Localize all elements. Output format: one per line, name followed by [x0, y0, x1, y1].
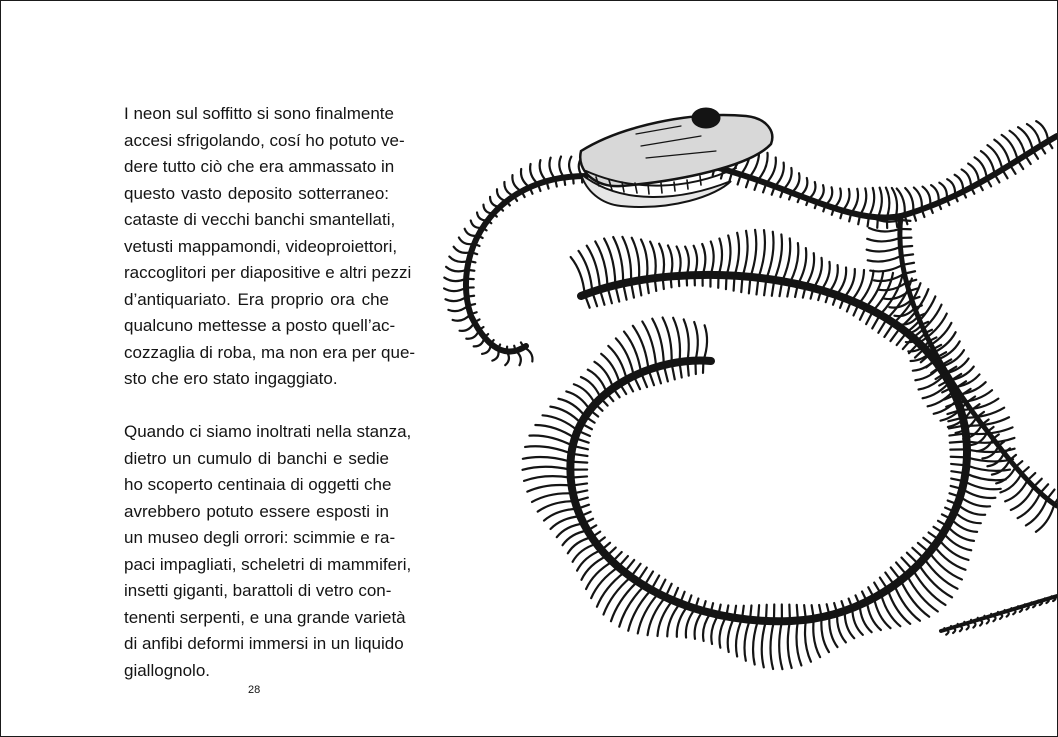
rib-line [514, 346, 515, 351]
rib-line [695, 611, 703, 639]
rib-line [892, 188, 897, 217]
rib-line [525, 446, 571, 453]
rib-line [868, 216, 869, 226]
rib-line [734, 276, 735, 291]
rib-line [868, 256, 902, 262]
text-line: accesi sfrigolando, cosí ho potuto ve- [124, 130, 405, 150]
rib-line [1005, 480, 1027, 501]
paragraph-1 [124, 101, 416, 393]
text-line: di anfibi deformi immersi in un liquido [124, 634, 404, 653]
rib-line [564, 178, 565, 185]
text-line: sto che ero stato ingaggiato. [124, 369, 338, 388]
rib-line [633, 326, 649, 370]
paragraph-2 [124, 419, 412, 684]
rib-line [1002, 135, 1018, 160]
rib-line [446, 267, 467, 272]
rib-line [679, 276, 680, 286]
rib-line [1018, 127, 1033, 150]
rib-line [744, 620, 750, 661]
rib-line [987, 145, 1002, 170]
rib-line [789, 605, 790, 621]
rib-line [449, 257, 468, 262]
rib-line [905, 188, 913, 212]
rib-line [727, 235, 731, 275]
rib-line [782, 238, 790, 281]
rib-line [792, 173, 800, 192]
skull [580, 108, 772, 207]
rib-line [618, 556, 628, 567]
rib-line [719, 616, 726, 647]
rib-line [555, 179, 557, 186]
text-line: d’antiquariato. Era proprio ora che [124, 289, 389, 309]
rib-line [1034, 479, 1042, 487]
rib-line [642, 321, 656, 367]
rib-line [444, 278, 466, 282]
rib-line [685, 247, 689, 276]
rib-line [702, 244, 705, 275]
rib-line [573, 177, 574, 184]
rib-line [650, 242, 656, 279]
rib-line [571, 462, 588, 463]
rib-line [540, 160, 547, 181]
rib-line [521, 169, 530, 187]
rib-line [574, 384, 595, 404]
rib-line [543, 415, 578, 430]
rib-line [550, 516, 580, 529]
rib-line [459, 237, 474, 244]
rib-line [919, 564, 952, 597]
rib-line [735, 233, 740, 276]
rib-line [779, 621, 782, 669]
rib-line [631, 564, 641, 577]
rib-line [558, 399, 585, 417]
rib-line [975, 157, 987, 179]
rib-line [557, 523, 584, 537]
illustration-body [444, 108, 1057, 669]
rib-line [544, 509, 577, 521]
rib-line [821, 617, 829, 652]
rib-line [719, 238, 722, 275]
rib-line [1047, 490, 1054, 499]
rib-line [914, 188, 922, 210]
text-line: cataste di vecchi banchi smantellati, [124, 210, 396, 229]
rib-line [741, 276, 742, 292]
rib-line [587, 246, 600, 290]
rib-line [998, 612, 999, 614]
rib-line [684, 319, 689, 361]
rib-line [694, 322, 698, 361]
rib-line [884, 323, 893, 337]
rib-line [652, 319, 664, 365]
text-line: avrebbero potuto essere esposti in [124, 501, 389, 521]
rib-line [638, 568, 647, 582]
rib-line [549, 158, 555, 179]
rib-line [783, 168, 791, 190]
rib-line [860, 188, 866, 215]
rib-line [1000, 474, 1021, 493]
rib-line [753, 620, 758, 664]
rib-line [644, 571, 653, 585]
rib-line [527, 485, 571, 492]
rib-line [762, 621, 766, 667]
rib-line [851, 189, 858, 213]
rib-line [659, 244, 664, 278]
rib-line [579, 251, 593, 292]
rib-line [869, 188, 874, 217]
rib-line [1027, 473, 1035, 480]
rib-line [568, 537, 592, 553]
rib-line [951, 626, 952, 628]
text-line: insetti giganti, barattoli di vetro con- [124, 581, 392, 600]
rib-line [981, 151, 995, 174]
rib-line [869, 228, 900, 231]
rib-line [1036, 504, 1054, 532]
rib-line [964, 622, 965, 624]
rib-line [1040, 484, 1048, 493]
rib-line [524, 476, 571, 481]
rib-line [595, 241, 607, 287]
text-line: qualcuno mettesse a posto quell’ac- [124, 316, 396, 335]
rib-line [726, 275, 727, 289]
rib-line [1026, 499, 1047, 526]
text-line: dietro un cumulo di banchi e sedie [124, 448, 389, 468]
rib-line [900, 246, 912, 247]
text-line: Quando ci siamo inoltrati nella stanza, [124, 422, 412, 441]
rib-line [813, 619, 820, 657]
rib-line [703, 613, 711, 641]
rib-line [964, 481, 1001, 489]
rib-line [984, 616, 985, 618]
rib-line [878, 319, 887, 333]
rib-line [796, 621, 801, 666]
rib-line [703, 325, 707, 360]
rib-line [766, 605, 767, 621]
rib-line [978, 618, 979, 620]
rib-line [743, 231, 748, 276]
snake-skeleton-illustration [431, 56, 1057, 696]
rib-line [668, 245, 672, 276]
rib-line [1021, 467, 1028, 474]
rib-line [766, 232, 773, 279]
rib-line [886, 188, 889, 218]
page-number: 28 [248, 684, 261, 696]
rib-line [901, 220, 911, 221]
rib-line [454, 247, 471, 253]
rib-line [641, 239, 647, 279]
rib-line [529, 435, 572, 445]
paragraph-gap [124, 393, 389, 420]
rib-line [750, 230, 756, 277]
rib-line [994, 140, 1010, 165]
rib-line [612, 552, 621, 562]
rib-line [444, 288, 466, 291]
rib-line [874, 274, 904, 281]
rib-line [758, 230, 765, 278]
rib-line [563, 530, 588, 545]
rib-line [1016, 461, 1023, 467]
rib-line [944, 628, 945, 630]
rib-line [750, 605, 751, 619]
rib-line [770, 621, 773, 669]
text-line: ho scoperto centinaia di oggetti che [124, 475, 392, 494]
body-text [124, 101, 416, 684]
rib-line [467, 270, 474, 271]
rib-line [962, 489, 995, 498]
text-line: un museo degli orrori: scimmie e ra- [124, 528, 396, 547]
rib-line [912, 548, 924, 559]
rib-line [1010, 131, 1026, 156]
rib-line [604, 239, 615, 286]
rib-line [571, 257, 585, 295]
rib-line [467, 296, 474, 297]
rib-line [805, 620, 811, 662]
rib-line [991, 614, 992, 616]
rib-line [896, 562, 907, 575]
text-line: vetusti mappamondi, videoproiettori, [124, 236, 398, 256]
rib-line [468, 304, 475, 306]
rib-line [867, 602, 881, 630]
rib-line [913, 570, 946, 605]
rib-line [843, 189, 850, 211]
rib-line [581, 377, 601, 398]
rib-line [448, 306, 468, 312]
rib-line [1054, 495, 1057, 505]
rib-line [1005, 610, 1006, 612]
rib-line [950, 441, 967, 442]
rib-line [971, 620, 972, 622]
rib-line [951, 457, 967, 458]
rib-line [559, 157, 564, 178]
rib-line [711, 615, 718, 644]
rib-line [1027, 124, 1041, 146]
rib-line [469, 261, 476, 263]
text-line: questo vasto deposito sotterraneo: [124, 183, 389, 203]
rib-line [569, 157, 573, 177]
rib-line [797, 605, 798, 621]
rib-line [918, 543, 929, 552]
rib-line [758, 605, 759, 620]
rib-line [901, 558, 912, 570]
rib-line [867, 247, 901, 252]
rib-line [951, 464, 966, 465]
rib-line [677, 247, 681, 276]
rib-line [566, 391, 590, 410]
rib-line [879, 282, 907, 290]
text-line: tenenti serpenti, e una grande varietà [124, 607, 406, 627]
rib-line [885, 573, 894, 586]
rib-line [867, 238, 900, 241]
rib-line [663, 277, 664, 289]
rib-line [907, 553, 919, 565]
rib-line [977, 439, 993, 451]
rib-line [947, 526, 974, 541]
rib-line [711, 241, 714, 274]
rib-line [860, 605, 872, 632]
rib-line [673, 318, 680, 362]
rib-line [523, 457, 571, 462]
rib-line [625, 560, 635, 572]
rib-line [788, 621, 792, 668]
rib-line [516, 351, 521, 365]
text-line: cozzaglia di roba, ma non era per que- [124, 342, 416, 362]
rib-line [878, 188, 882, 218]
rib-line [728, 618, 734, 652]
rib-line [522, 467, 570, 470]
rib-line [687, 361, 688, 376]
rib-line [671, 276, 672, 287]
rib-line [694, 246, 697, 275]
rib-line [851, 270, 864, 301]
rib-line [958, 624, 959, 626]
rib-line [632, 238, 639, 281]
rib-line [903, 338, 913, 350]
rib-line [907, 575, 938, 611]
rib-line [667, 603, 680, 636]
text-line: raccoglitori per diapositive e altri pezzi [124, 263, 412, 282]
rib-line [465, 229, 478, 236]
rib-line [736, 619, 742, 657]
rib-line [530, 164, 538, 184]
rib-line [897, 332, 907, 345]
text-line: I neon sul soffitto si sono finalmente [124, 104, 394, 123]
rib-line [445, 297, 466, 302]
rib-line [965, 473, 1005, 480]
text-line: giallognolo. [124, 660, 211, 680]
rib-line [951, 519, 977, 532]
text-line: paci impagliati, scheletri di mammiferi, [124, 554, 412, 574]
rib-line [571, 476, 587, 477]
rib-line [774, 235, 782, 280]
rib-line [550, 407, 581, 424]
rib-line [891, 567, 901, 580]
rib-line [923, 187, 931, 207]
rib-line [655, 278, 657, 291]
rib-line [890, 328, 900, 341]
text-line: dere tutto ciò che era ammassato in [124, 157, 395, 176]
rib-line [870, 265, 902, 272]
rib-line [901, 254, 913, 256]
